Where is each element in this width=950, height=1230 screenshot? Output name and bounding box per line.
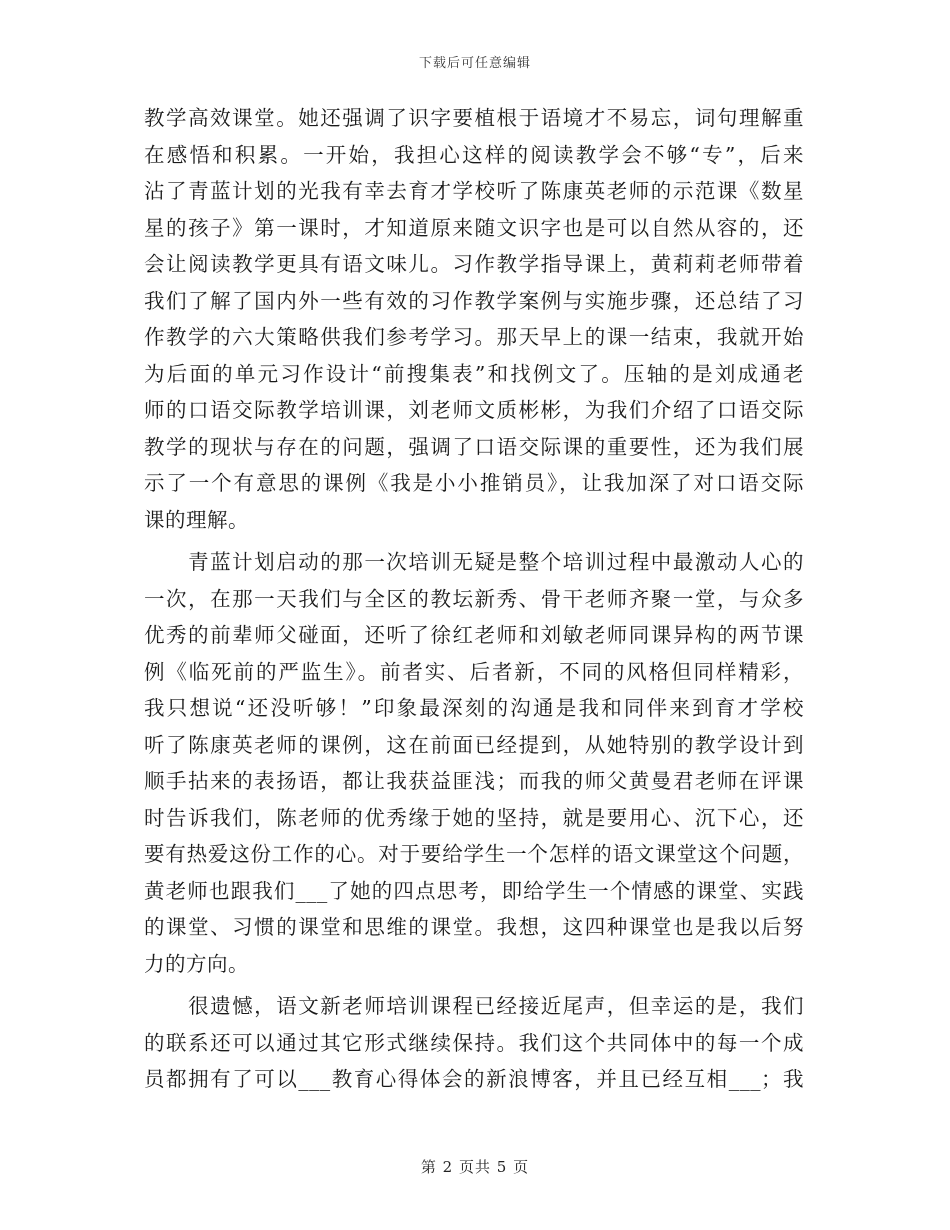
text-line: 的联系还可以通过其它形式继续保持。我们这个共同体中的每一个成 bbox=[144, 1030, 804, 1055]
text-line: 在感悟和积累。一开始，我担心这样的阅读教学会不够“专”，后来 bbox=[144, 142, 804, 167]
text-line: 一次，在那一天我们与全区的教坛新秀、骨干老师齐聚一堂，与众多 bbox=[144, 586, 804, 611]
text-line: 时告诉我们，陈老师的优秀缘于她的坚持，就是要用心、沉下心，还 bbox=[144, 805, 804, 830]
text-line: 力的方向。 bbox=[144, 951, 249, 976]
text-line: 星的孩子》第一课时，才知道原来随文识字也是可以自然从容的，还 bbox=[144, 215, 804, 240]
text-line: 青蓝计划启动的那一次培训无疑是整个培训过程中最激动人心的 bbox=[144, 550, 804, 574]
text-line: 我只想说“还没听够！”印象最深刻的沟通是我和同伴来到育才学校 bbox=[144, 696, 804, 720]
text-line: 教学的现状与存在的问题，强调了口语交际课的重要性，还为我们展 bbox=[144, 434, 804, 459]
text-line: 示了一个有意思的课例《我是小小推销员》，让我加深了对口语交际 bbox=[144, 471, 804, 495]
text-line: 沾了青蓝计划的光我有幸去育才学校听了陈康英老师的示范课《数星 bbox=[144, 179, 804, 203]
text-line: 作教学的六大策略供我们参考学习。那天早上的课一结束，我就开始 bbox=[144, 325, 804, 349]
text-line: 听了陈康英老师的课例，这在前面已经提到，从她特别的教学设计到 bbox=[144, 732, 804, 757]
text-line: 优秀的前辈师父碰面，还听了徐红老师和刘敏老师同课异构的两节课 bbox=[144, 623, 804, 647]
text-line: 为后面的单元习作设计“前搜集表”和找例文了。压轴的是刘成通老 bbox=[144, 361, 804, 386]
text-line: 教学高效课堂。她还强调了识字要植根于语境才不易忘，词句理解重 bbox=[144, 106, 804, 130]
text-line: 我们了解了国内外一些有效的习作教学案例与实施步骤，还总结了习 bbox=[144, 288, 804, 313]
text-line: 课的理解。 bbox=[144, 507, 249, 532]
page-header: 下载后可任意编辑 bbox=[418, 56, 531, 71]
text-line: 会让阅读教学更具有语文味儿。习作教学指导课上，黄莉莉老师带着 bbox=[144, 252, 804, 276]
text-line: 顺手拈来的表扬语，都让我获益匪浅；而我的师父黄曼君老师在评课 bbox=[144, 769, 804, 793]
document-body bbox=[144, 100, 804, 1098]
text-line: 员都拥有了可以___教育心得体会的新浪博客，并且已经互相___；我 bbox=[144, 1067, 804, 1091]
text-line: 师的口语交际教学培训课，刘老师文质彬彬，为我们介绍了口语交际 bbox=[144, 398, 804, 422]
page-footer: 第 2 页共 5 页 bbox=[420, 1158, 530, 1176]
text-line: 要有热爱这份工作的心。对于要给学生一个怎样的语文课堂这个问题， bbox=[144, 842, 804, 866]
text-line: 的课堂、习惯的课堂和思维的课堂。我想，这四种课堂也是我以后努 bbox=[144, 915, 804, 939]
text-line: 黄老师也跟我们___了她的四点思考，即给学生一个情感的课堂、实践 bbox=[144, 878, 804, 903]
text-line: 很遗憾，语文新老师培训课程已经接近尾声，但幸运的是，我们 bbox=[144, 994, 804, 1018]
text-line: 例《临死前的严监生》。前者实、后者新，不同的风格但同样精彩， bbox=[144, 659, 804, 684]
